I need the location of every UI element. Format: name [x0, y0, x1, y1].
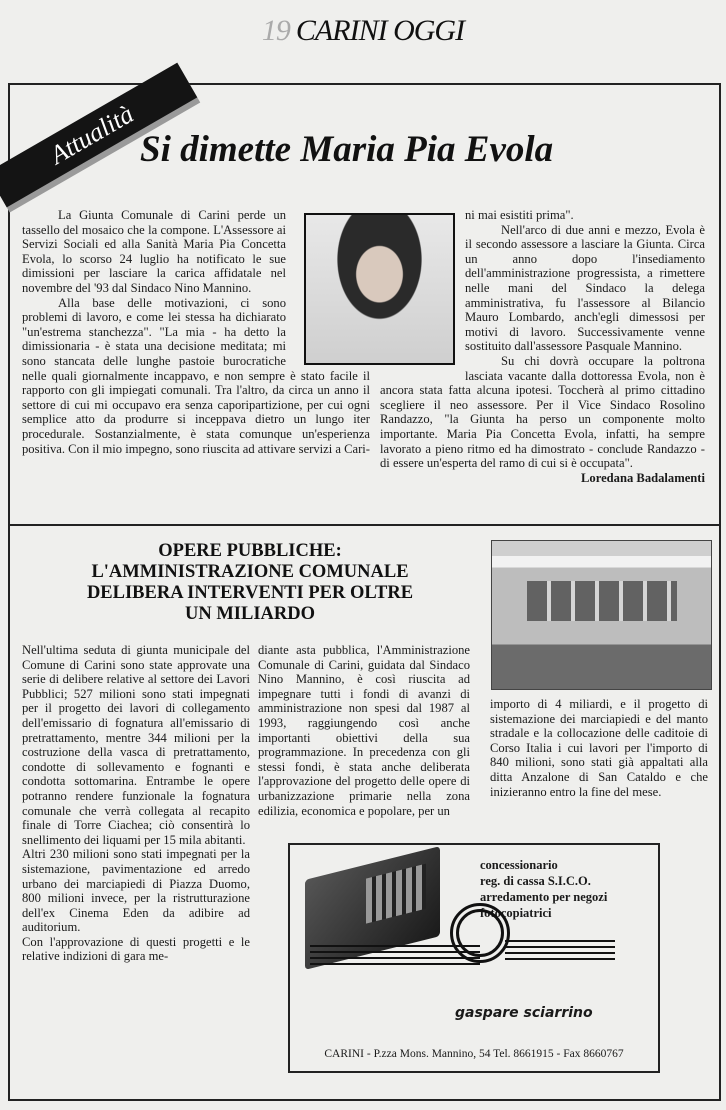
headline-line: DELIBERA INTERVENTI PER OLTRE: [86, 583, 414, 603]
building-photo: [491, 540, 712, 690]
section-divider: [8, 524, 721, 526]
paragraph: Alla base delle motivazioni, ci sono problemi di lavoro, e come lei stessa ha dichiarato "un'estrema stanchezza". "La mia - ha detto la dimissionaria - è stata una decisione meditata; mi sono stancata delle lunghe pastoie burocratiche nelle quali giornalmente incappavo, e non sempre è stato facile il rapporto con gli impiegati comunali. Tra l'altro, da circa un anno il settore di cui mi occupavo era senza caporipartizione, per cui ogni semplice atto da produrre si inceppava dietro un lungo iter procedurale. Sostanzialmente, è stata comunque un'esperienza positiva. Con il mio impegno, sono riuscita ad attivare servizi a Cari-: [22, 295, 371, 456]
byline: Loredana Badalamenti: [581, 470, 705, 485]
paragraph: Nell'ultima seduta di giunta municipale del Comune di Carini sono state approvate una serie di delibere relative al settore dei Lavori Pubblici; 527 milioni sono stati impegnati per il progetto dei lavori di collegamento dell'emissario di fognatura all'emissario di pretrattamento, mentre 344 milioni per la costruzione della vasca di pretrattamento, condotte di sollevamento e fognanti e condotta sottomarina. Entrambe le opere potranno rendere funzionale la fognatura comunale che verrà collegata al recapito finale di Torre Ciachea; ciò consentirà lo snellimento dei liquami per 15 mila abitanti.: [22, 643, 250, 847]
paragraph: importo di 4 miliardi, e il progetto di sistemazione dei marciapiedi e del manto stradale e la collocazione delle caditoie di Corso Italia i cui lavori per l'importo di 840 milioni, sono stati già appaltati alla ditta Anzalone di San Cataldo e che inizieranno entro la fine del mese.: [490, 697, 708, 799]
article-headline: Si dimette Maria Pia Evola: [140, 129, 554, 170]
gs-logo-icon: [450, 903, 510, 963]
paragraph: Su chi dovrà occupare la poltrona lasciata vacante dalla dottoressa Evola, non è ancora stata fatta alcuna ipotesi. Toccherà al primo cittadino scegliere il neo assessore. Per il Vice Sindaco Rosolino Randazzo, "la Giunta ha perso un componente molto importante. Maria Pia Concetta Evola, infatti, ha sempre lavorato a pieno ritmo ed ha dimostrato - conclude Randazzo - di essere un'esperta del ramo di cui si è occupata".: [380, 353, 705, 471]
ad-line: arredamento per negozi: [480, 890, 608, 904]
article2-column2: [258, 643, 470, 818]
paragraph: ni mai esistiti prima".: [465, 208, 574, 222]
headline-line: L'AMMINISTRAZIONE COMUNALE: [91, 562, 409, 582]
ad-line: concessionario: [480, 858, 558, 872]
article2-column1: [22, 643, 250, 964]
ad-line: fotocopiatrici: [480, 906, 552, 920]
paragraph: diante asta pubblica, l'Amministrazione Comunale di Carini, guidata dal Sindaco Nino Mannino, è così riuscita ad impegnare tutti i fondi di avanzi di amministrazione non spesi dal 1987 al 1993, raggiungendo così anche importanti obiettivi della sua programmazione. In precedenza con gli stessi fondi, è stata anche deliberata l'approvazione del progetto delle opere di urbanizzazione primarie nella zona edilizia, economica e popolare, per un: [258, 643, 470, 818]
article2-column3: [490, 697, 708, 799]
ad-line: reg. di cassa S.I.C.O.: [480, 874, 591, 888]
paragraph: Nell'arco di due anni e mezzo, Evola è il secondo assessore a lasciare la Giunta. Circa un anno dopo l'insediamento dell'amministrazione progressista, a rimettere nelle mani del Sindaco la delega amministrativa, fu l'assessore al Bilancio Mauro Lombardo, anch'egli dimessosi per motivi di lavoro. Successivamente venne sostituito dall'assessore Pasquale Mannino.: [465, 222, 705, 354]
article1-right-column: [380, 208, 705, 485]
ad-brand: gaspare sciarrino: [455, 1005, 593, 1021]
paragraph: Con l'approvazione di questi progetti e le relative indizioni di gara me-: [22, 934, 250, 964]
ad-address: CARINI - P.zza Mons. Mannino, 54 Tel. 8661915 - Fax 8660767: [324, 1048, 624, 1060]
headline-line: OPERE PUBBLICHE:: [158, 541, 342, 561]
headline-line: UN MILIARDO: [184, 604, 315, 624]
newspaper-title: CARINI OGGI: [295, 14, 465, 47]
logo-stripes: [505, 940, 615, 960]
paragraph: Altri 230 milioni sono stati impegnati per la sistemazione, pavimentazione ed arredo urbano dei marciapiedi di Piazza Duomo, 800 milioni invece, per la ristrutturazione dell'ex Cinema Eden da adibire ad auditorium.: [22, 847, 250, 935]
page-number: 19: [261, 14, 290, 47]
section-ribbon: Attualità: [0, 63, 197, 208]
masthead: [0, 14, 726, 48]
paragraph: La Giunta Comunale di Carini perde un tassello del mosaico che la compone. L'Assessore ai Servizi Sociali ed alla Sanità Maria Pia Concetta Evola, lo scorso 24 luglio ha notificato le sue dimissioni per lasciare la carica affidatale nel novembre del '93 dal Sindaco Nino Mannino.: [22, 208, 286, 295]
article2-headline: [20, 541, 480, 625]
advertisement: [288, 843, 660, 1073]
